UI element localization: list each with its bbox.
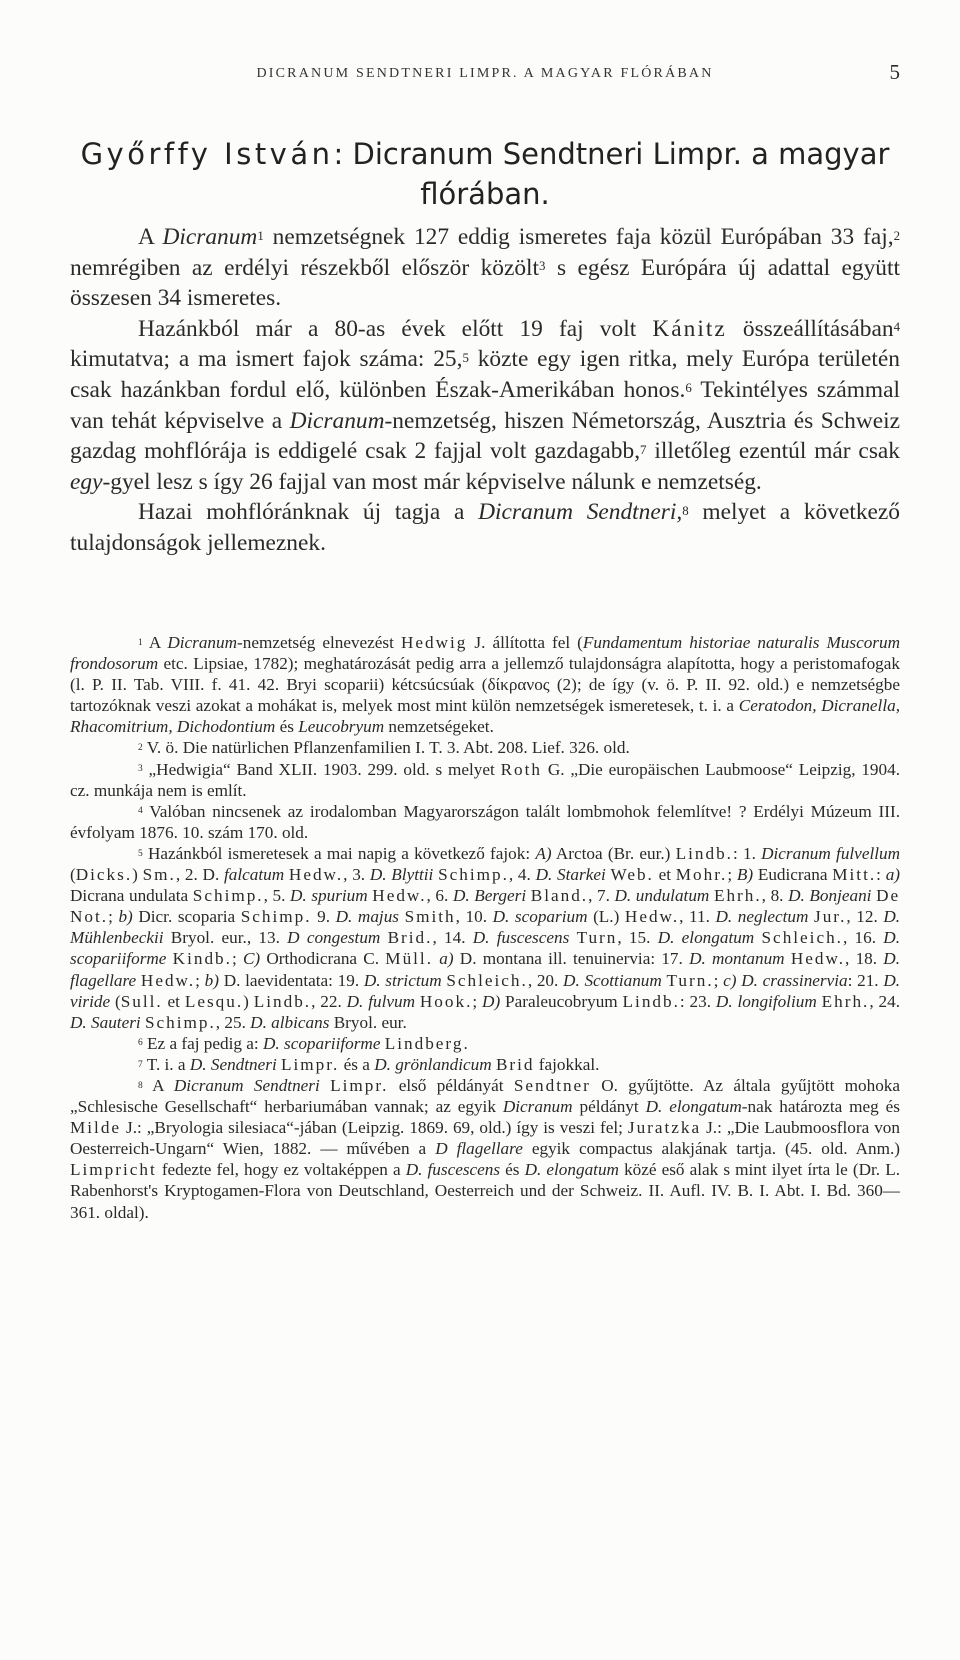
paragraph-1: A Dicranum$^1$ nemzetségnek 127 eddig ismeretes faja közül Európában 33 faj,$^2$ nemrégiben az erdélyi részekből először közölt$^3$ s egész Európára új adattal együtt összesen 34 ismeretes. [70,224,901,312]
page-number: 5 [889,60,900,84]
footnote-4: $^4$ Valóban nincsenek az irodalomban Magyarországon talált lombmohok felemlítve! ? Erdélyi Múzeum III. évfolyam 1876. 10. szám 170. old. [70,801,900,842]
footnote-1: $^1$ A Dicranum-nemzetség elnevezést Hedwig J. állította fel (Fundamentum historiae naturalis Muscorum frondosorum etc. Lipsiae, 1782); meghatározását pedig arra a jellemző tulajdonságra alapította, hogy a peristomafogak (l. P. II. Tab. VIII. f. 41. 42. Bryi scoparii) kétcsúcsúak (δίκρανος (2); de így (v. ö. P. II. 92. old.) e nemzetségbe tartozóknak veszi azokat a mohákat is, melyek most mint külön nemzetségek ismeretesek, t. i. a Ceratodon, Dicranella, Rhacomitrium, Dichodontium és Leucobryum nemzetségeket. [70,633,901,737]
article-title [70,134,900,214]
footnote-ref-5: 5 [462,350,469,365]
footnote-ref-4: 4 [893,320,900,335]
footnote-ref-3: 3 [539,259,546,274]
footnote-ref-1: 1 [257,228,264,243]
footnote-ref-2: 2 [893,228,901,243]
footnote-ref-7: 7 [640,442,647,457]
title-text: : Dicranum Sendtneri Limpr. a magyar flórában. [333,137,890,211]
footnote-ref-8: 8 [682,503,689,518]
running-head [70,60,900,90]
footnote-6: $^6$ Ez a faj pedig a: D. scopariiforme Lindberg. [138,1033,468,1053]
body-text [70,222,900,559]
footnote-8: $^8$ A Dicranum Sendtneri Limpr. első példányát Sendtner O. gyűjtötte. Az általa gyűjtött mohoka „Schlesische Gesellschaft“ herbariumában vannak; az egyik Dicranum példányt D. elongatum-nak határozta meg és Milde J.: „Bryologia silesiaca“-jában (Leipzig. 1869. 69, old.) így is veszi fel; Juratzka J.: „Die Laubmoosflora von Oesterreich-Ungarn“ Wien, 1882. — művében a D flagellare egyik compactus alakjának tartja. (45. old. Anm.) Limpricht fedezte fel, hogy ez voltaképpen a D. fuscescens és D. elongatum közé eső alak s mint ilyet írta le (Dr. L. Rabenhorst's Kryptogamen-Flora von Deutschland, Oesterreich und der Schweiz. II. Aufl. IV. B. I. Abt. I. Bd. 360—361. oldal). [70,1075,901,1222]
footnote-3: $^3$ „Hedwigia“ Band XLII. 1903. 299. old. s melyet Roth G. „Die europäischen Laubmoose“ Leipzig, 1904. cz. munkája nem is említ. [70,759,900,800]
footnote-7: $^7$ T. i. a D. Sendtneri Limpr. és a D. grönlandicum Brid fajokkal. [138,1054,600,1074]
paragraph-2: Hazánkból már a 80-as évek előtt 19 faj volt Kánitz összeállításában$^4$ kimutatva; a ma ismert fajok száma: 25,$^5$ közte egy igen ritka, mely Európa területén csak hazánkban fordul elő, különben Észak-Amerikában honos.$^6$ Tekintélyes számmal van tehát képviselve a Dicranum-nemzetség, hiszen Németország, Ausztria és Schweiz gazdag mohflórája is eddigelé csak 2 fajjal volt gazdagabb,$^7$ illetőleg ezentúl már csak egy-gyel lesz s így 26 fajjal van most már képviselve nálunk e nemzetség. [70,315,901,495]
footnotes [70,632,900,1223]
running-title: DICRANUM SENDTNERI LIMPR. A MAGYAR FLÓRÁBAN [256,66,714,81]
footnote-2: $^2$ V. ö. Die natürlichen Pflanzenfamilien I. T. 3. Abt. 208. Lief. 326. old. [138,738,630,758]
author-name: Győrffy István [80,137,334,171]
footnote-5: $^5$ Hazánkból ismeretesek a mai napig a következő fajok: A) Arctoa (Br. eur.) Lindb.: 1. Dicranum fulvellum (Dicks.) Sm., 2. D. falcatum Hedw., 3. D. Blyttii Schimp., 4. D. Starkei Web. et Mohr.; B) Eudicrana Mitt.: a) Dicrana undulata Schimp., 5. D. spurium Hedw., 6. D. Bergeri Bland., 7. D. undulatum Ehrh., 8. D. Bonjeani De Not.; b) Dicr. scoparia Schimp. 9. D. majus Smith, 10. D. scoparium (L.) Hedw., 11. D. neglectum Jur., 12. D. Mühlenbeckii Bryol. eur., 13. D congestum Brid., 14. D. fuscescens Turn, 15. D. elongatum Schleich., 16. D. scopariiforme Kindb.; C) Orthodicrana C. Müll. a) D. montana ill. tenuinervia: 17. D. montanum Hedw., 18. D. flagellare Hedw.; b) D. laevidentata: 19. D. strictum Schleich., 20. D. Scottianum Turn.; c) D. crassinervia: 21. D. viride (Sull. et Lesqu.) Lindb., 22. D. fulvum Hook.; D) Paraleucobryum Lindb.: 23. D. longifolium Ehrh., 24. D. Sauteri Schimp., 25. D. albicans Bryol. eur. [70,843,901,1032]
footnote-ref-6: 6 [685,381,692,396]
paragraph-3: Hazai mohflóránknak új tagja a Dicranum Sendtneri,$^8$ melyet a következő tulajdonságok jellemeznek. [70,499,900,556]
